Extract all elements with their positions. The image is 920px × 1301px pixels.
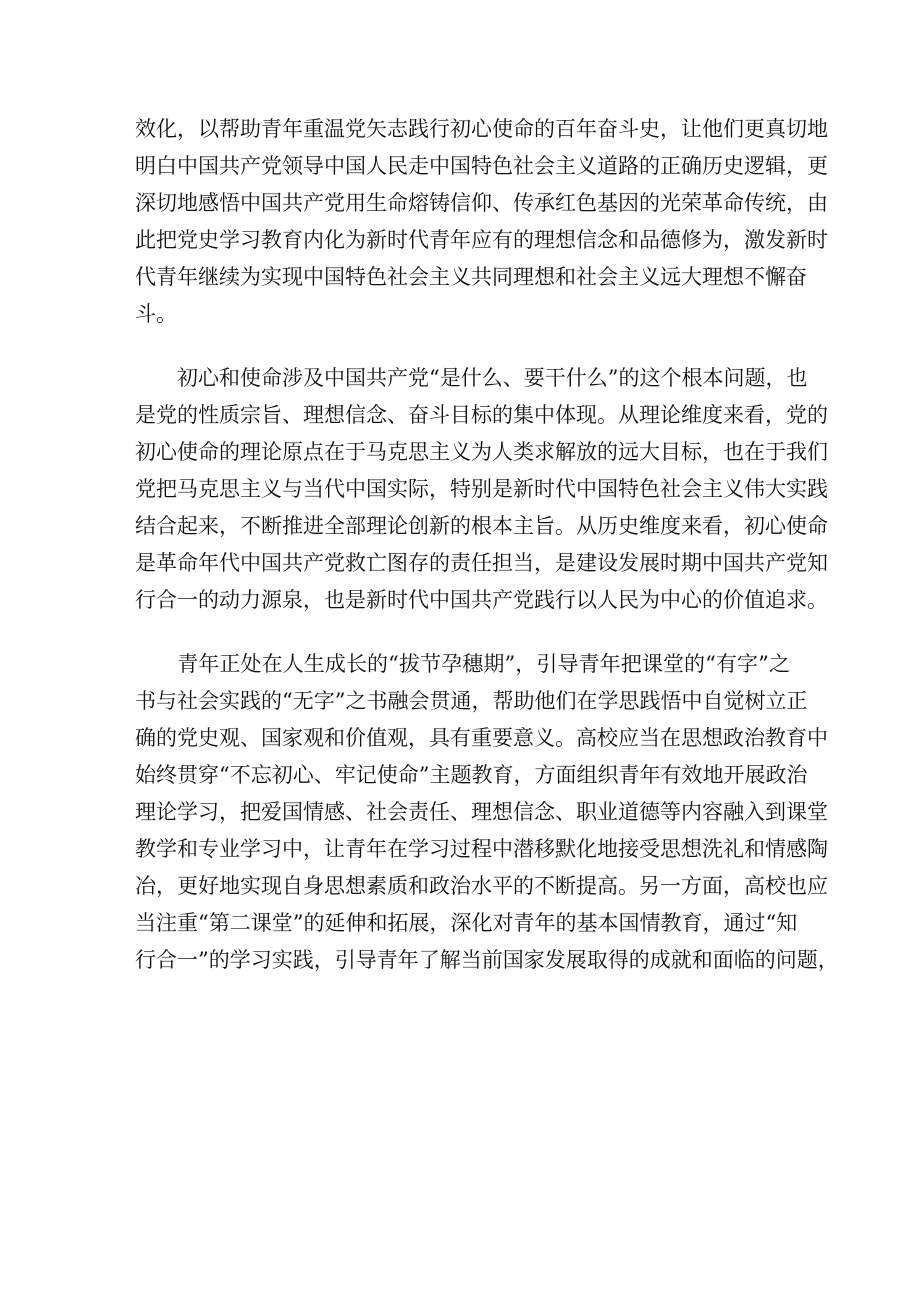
text-line: 是党的性质宗旨、理想信念、奋斗目标的集中体现。从理论维度来看，党的: [135, 403, 828, 427]
paragraph-2: [135, 360, 828, 619]
text-line: 初心使命的理论原点在于马克思主义为人类求解放的远大目标，也在于我们: [135, 440, 828, 464]
text-line: 深切地感悟中国共产党用生命熔铸信仰、传承红色基因的光荣革命传统，由: [135, 191, 828, 215]
text-line: 理论学习，把爱国情感、社会责任、理想信念、职业道德等内容融入到课堂: [135, 800, 828, 824]
text-line: 初心和使命涉及中国共产党“是什么、要干什么”的这个根本问题，也: [135, 366, 808, 390]
paragraph-1: [135, 111, 828, 333]
document-body: [135, 111, 839, 979]
text-line: 始终贯穿“不忘初心、牢记使命”主题教育，方面组织青年有效地开展政治: [135, 763, 808, 787]
text-line: 党把马克思主义与当代中国实际，特别是新时代中国特色社会主义伟大实践: [135, 477, 828, 501]
paragraph-3: [135, 646, 839, 979]
text-line: 效化，以帮助青年重温党矢志践行初心使命的百年奋斗史，让他们更真切地: [135, 117, 828, 141]
text-line: 青年正处在人生成长的“拔节孕穗期”，引导青年把课堂的“有字”之: [135, 652, 790, 676]
text-line: 确的党史观、国家观和价值观，具有重要意义。高校应当在思想政治教育中: [135, 726, 828, 750]
text-line: 明白中国共产党领导中国人民走中国特色社会主义道路的正确历史逻辑，更: [135, 154, 828, 178]
text-line: 当注重“第二课堂”的延伸和拓展，深化对青年的基本国情教育，通过“知: [135, 911, 798, 935]
text-line: 冶，更好地实现自身思想素质和政治水平的不断提高。另一方面，高校也应: [135, 874, 828, 898]
text-line: 书与社会实践的“无字”之书融会贯通，帮助他们在学思践悟中自觉树立正: [135, 689, 808, 713]
text-line: 斗。: [135, 302, 177, 326]
text-line: 行合一的动力源泉，也是新时代中国共产党践行以人民为中心的价值追求。: [135, 588, 828, 612]
text-line: 此把党史学习教育内化为新时代青年应有的理想信念和品德修为，激发新时: [135, 228, 828, 252]
text-line: 行合一”的学习实践，引导青年了解当前国家发展取得的成就和面临的问题，: [135, 948, 839, 972]
text-line: 是革命年代中国共产党救亡图存的责任担当，是建设发展时期中国共产党知: [135, 551, 828, 575]
text-line: 教学和专业学习中，让青年在学习过程中潜移默化地接受思想洗礼和情感陶: [135, 837, 828, 861]
text-line: 结合起来，不断推进全部理论创新的根本主旨。从历史维度来看，初心使命: [135, 514, 828, 538]
text-line: 代青年继续为实现中国特色社会主义共同理想和社会主义远大理想不懈奋: [135, 265, 807, 289]
